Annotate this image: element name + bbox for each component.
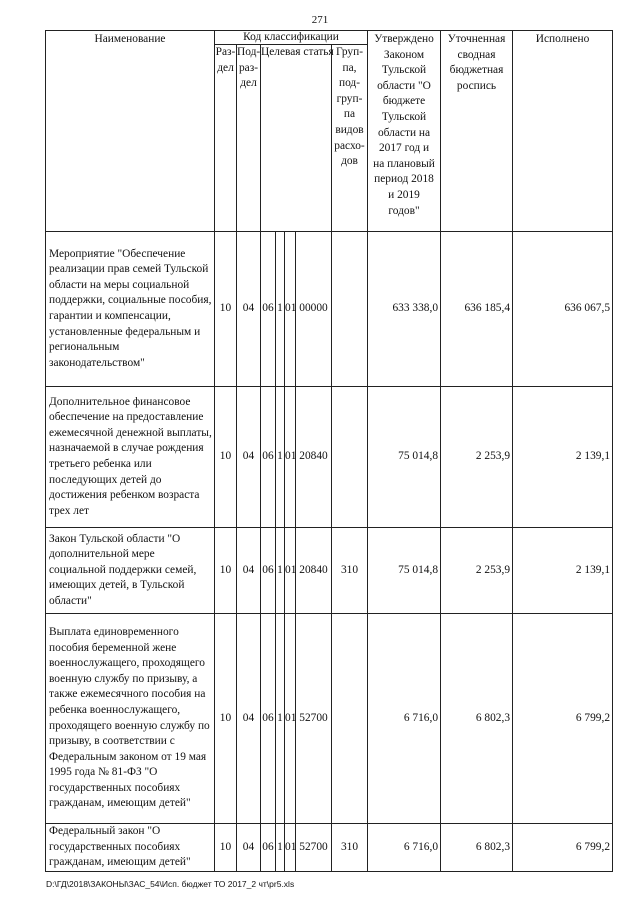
table-row <box>46 387 613 528</box>
row-approved: 6 716,0 <box>368 614 441 824</box>
row-group: 310 <box>332 528 368 614</box>
row-executed: 2 139,1 <box>513 387 613 528</box>
table-row <box>46 232 613 387</box>
row-ts1: 06 <box>261 232 276 387</box>
page-number: 271 <box>311 14 329 26</box>
row-name: Выплата единовременного пособия беременной жене военнослужащего, проходящего военную службу по призыву, а также ежемесячного пособия на ребенка военнослужащего, проходящего военную службу по призыву, в соответствии с Федеральным законом от 19 мая 1995 года № 81-ФЗ "О государственных пособиях гражданам, имеющим детей" <box>46 614 215 824</box>
row-approved: 75 014,8 <box>368 528 441 614</box>
header-name: Наименование <box>46 31 215 232</box>
row-ts2: 1 <box>276 614 285 824</box>
header-executed: Исполнено <box>513 31 613 232</box>
row-ts1: 06 <box>261 387 276 528</box>
header-approved: Утверждено Законом Тульской области "О бюджете Тульской области на 2017 год и на плановый период 2018 и 2019 годов" <box>368 31 441 232</box>
row-section: 10 <box>215 387 237 528</box>
row-ts4: 00000 <box>296 232 332 387</box>
row-subsection: 04 <box>237 528 261 614</box>
row-section: 10 <box>215 614 237 824</box>
row-name: Мероприятие "Обеспечение реализации прав семей Тульской области на меры социальной поддержки, социальные пособия, гарантии и компенсации, установленные федеральным и региональным законодательством" <box>46 232 215 387</box>
row-refined: 6 802,3 <box>441 824 513 872</box>
row-name: Дополнительное финансовое обеспечение на предоставление ежемесячной денежной выплаты, назначаемой в случае рождения третьего ребенка или последующих детей до достижения ребенком возраста трех лет <box>46 387 215 528</box>
row-refined: 6 802,3 <box>441 614 513 824</box>
row-refined: 2 253,9 <box>441 387 513 528</box>
row-refined: 2 253,9 <box>441 528 513 614</box>
row-section: 10 <box>215 528 237 614</box>
table-row <box>46 614 613 824</box>
row-ts1: 06 <box>261 614 276 824</box>
row-ts4: 20840 <box>296 528 332 614</box>
header-expense-group: Груп- па, под- груп- па видов расхо- дов <box>332 45 368 232</box>
file-path-footer: D:\ГД\2018\ЗАКОНЫ\ЗАС_54\Исп. бюджет ТО 2017_2 чт\pr5.xls <box>46 879 295 889</box>
row-ts2: 1 <box>276 232 285 387</box>
row-subsection: 04 <box>237 232 261 387</box>
row-executed: 6 799,2 <box>513 824 613 872</box>
row-subsection: 04 <box>237 824 261 872</box>
row-ts3: 01 <box>285 824 296 872</box>
row-ts4: 20840 <box>296 387 332 528</box>
row-group <box>332 387 368 528</box>
table-row <box>46 528 613 614</box>
header-code-group: Код классификации <box>215 31 368 45</box>
row-ts4: 52700 <box>296 614 332 824</box>
row-section: 10 <box>215 232 237 387</box>
row-name: Федеральный закон "О государственных пособиях гражданам, имеющим детей" <box>46 824 215 872</box>
row-executed: 2 139,1 <box>513 528 613 614</box>
header-subsection: Под- раз- дел <box>237 45 261 232</box>
budget-table <box>45 30 613 872</box>
header-section: Раз- дел <box>215 45 237 232</box>
row-group <box>332 232 368 387</box>
row-ts3: 01 <box>285 232 296 387</box>
row-executed: 6 799,2 <box>513 614 613 824</box>
row-executed: 636 067,5 <box>513 232 613 387</box>
row-ts3: 01 <box>285 614 296 824</box>
row-ts3: 01 <box>285 528 296 614</box>
row-approved: 633 338,0 <box>368 232 441 387</box>
row-section: 10 <box>215 824 237 872</box>
row-ts2: 1 <box>276 387 285 528</box>
row-approved: 75 014,8 <box>368 387 441 528</box>
row-ts1: 06 <box>261 528 276 614</box>
row-approved: 6 716,0 <box>368 824 441 872</box>
row-ts3: 01 <box>285 387 296 528</box>
row-subsection: 04 <box>237 614 261 824</box>
row-group <box>332 614 368 824</box>
row-subsection: 04 <box>237 387 261 528</box>
row-ts2: 1 <box>276 528 285 614</box>
row-ts2: 1 <box>276 824 285 872</box>
row-group: 310 <box>332 824 368 872</box>
row-ts1: 06 <box>261 824 276 872</box>
table-row <box>46 824 613 872</box>
row-name: Закон Тульской области "О дополнительной мере социальной поддержки семей, имеющих детей, в Тульской области" <box>46 528 215 614</box>
row-refined: 636 185,4 <box>441 232 513 387</box>
header-target-article: Целевая статья <box>261 45 332 232</box>
row-ts4: 52700 <box>296 824 332 872</box>
header-refined: Уточненная сводная бюджетная роспись <box>441 31 513 232</box>
